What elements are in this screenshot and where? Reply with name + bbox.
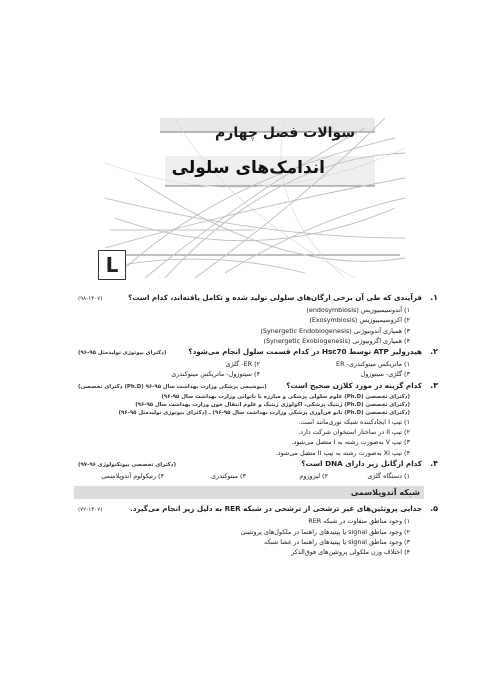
question-text: کدام گزینه در مورد کلاژن صحیح است؟ bbox=[286, 380, 422, 390]
question-2 bbox=[78, 346, 438, 380]
option-3: ۳) میتوکندری bbox=[211, 471, 246, 480]
chapter-header-art bbox=[105, 118, 405, 278]
option-2: ۲) اکزوسیمبیوزیس (Exosymbiosis) bbox=[309, 316, 410, 325]
option-4: ۴) سیتوزول- ماتریکس میتوکندری bbox=[171, 370, 260, 379]
option-2: ۲) لیزوزوم bbox=[299, 471, 328, 480]
chapter-title: سوالات فصل چهارم bbox=[215, 125, 355, 141]
question-source-extra: (دکترای تخصصی (Ph.D) ژنتیک پزشکی، اکولوژی ژنتیک و علوم انتقال خون وزارت بهداشت سال ۹۵-۹۶) bbox=[135, 401, 410, 408]
option-3: ۳) گلژی- سیتوزول bbox=[360, 370, 410, 379]
option-2: ۲) تیپ II در ساختار استخوان شرکت دارد. bbox=[298, 428, 410, 437]
option-3: ۳) وجود مناطق signal یا پپتیدهای راهنما در غشا شبکه bbox=[264, 537, 410, 546]
option-3: ۳) همیاری آندوبیوژنی (Synergetic Endobiogenesis) bbox=[260, 326, 410, 335]
option-2: ۲) وجود مناطق signal یا پپتیدهای راهنما در ملکول‌های پروتئینی bbox=[240, 527, 410, 536]
question-5 bbox=[78, 503, 438, 557]
option-1: ۱) دستگاه گلژی bbox=[367, 471, 410, 480]
question-source: (دکترای تخصصی بیوتکنولوژی ۹۶-۹۷) bbox=[78, 461, 177, 468]
question-number: ۳. bbox=[430, 380, 438, 390]
question-reference: (۷۲-۱۴۰۷) bbox=[78, 507, 103, 514]
option-4: ۴) همیاری اگزوبیوژنی (Synergetic Exobiogenesis) bbox=[263, 336, 410, 345]
question-1 bbox=[78, 292, 438, 346]
question-source: (دکترای تخصصی (Ph.D) بیوشیمی پزشکی وزارت بهداشت سال ۹۵-۹۶) bbox=[78, 383, 267, 390]
option-4: ۴) تیپ XI به‌صورت رشته به تیپ II متصل می‌شود. bbox=[275, 448, 410, 457]
chapter-subtitle: اندامک‌های سلولی bbox=[171, 158, 325, 178]
option-1: ۱) وجود مناطق متفاوت در شبکه RER bbox=[308, 517, 410, 526]
question-reference: (۹۸-۱۴۰۷) bbox=[78, 296, 103, 302]
chapter-letter-box: L bbox=[98, 250, 126, 280]
question-number: ۵. bbox=[430, 504, 438, 514]
question-text: هیدرولیز ATP توسط Hsc70 در کدام قسمت سلول انجام می‌شود؟ bbox=[188, 347, 422, 357]
option-1: ۱) آندوسیمبیوزیس (endosymbiosis) bbox=[306, 306, 410, 314]
section-heading: شبکه آندوپلاسمی bbox=[74, 486, 424, 499]
question-source-extra: (دکترای تخصصی (Ph.D) علوم سلولی پزشکی و مبارزه با ناتوانی وزارت بهداشت سال ۹۵-۹۶) bbox=[161, 393, 410, 400]
option-2: ۲) ER- گلژی bbox=[225, 360, 260, 369]
question-4 bbox=[78, 458, 438, 481]
question-number: ۲. bbox=[430, 347, 438, 357]
option-1: ۱) تیپ I ایجادکننده شبکه توری‌مانند است. bbox=[298, 417, 410, 426]
questions-section bbox=[78, 292, 438, 557]
question-text: فرآیندی که طی آن برخی ارگان‌های سلولی تولید شده و تکامل یافته‌اند، کدام است؟ bbox=[128, 293, 422, 302]
option-3: ۳) تیپ V به‌صورت رشته به I متصل می‌شود. bbox=[291, 438, 410, 447]
question-number: ۴. bbox=[430, 458, 438, 468]
question-number: ۱. bbox=[430, 293, 438, 302]
question-3 bbox=[78, 380, 438, 458]
option-4: ۴) اختلاف وزن ملکولی پروتئین‌های فوق‌الذکر bbox=[291, 548, 410, 557]
option-1: ۱) ماتریکس میتوکندری- ER bbox=[336, 360, 410, 369]
question-source-extra: (دکترای تخصصی (Ph.D) نانو فن‌آوری پزشکی وزارت بهداشت سال ۹۵-۹۶) ـ (دکترای بیوتوژی تولیدمثل ۹۵-۹۶) bbox=[118, 409, 410, 416]
question-text: جدایی پروتئین‌های غیر ترشحی از ترشحی در شبکه RER به دلیل زیر انجام می‌گیرد. bbox=[129, 504, 422, 514]
question-source: (دکترای بیوتوژی تولیدمثل ۹۵-۹۶) bbox=[78, 350, 167, 357]
option-4: ۴) رتیکولوم آندوپلاسمی bbox=[101, 471, 164, 480]
question-text: کدام ارگانل زیر دارای DNA است؟ bbox=[301, 458, 422, 468]
